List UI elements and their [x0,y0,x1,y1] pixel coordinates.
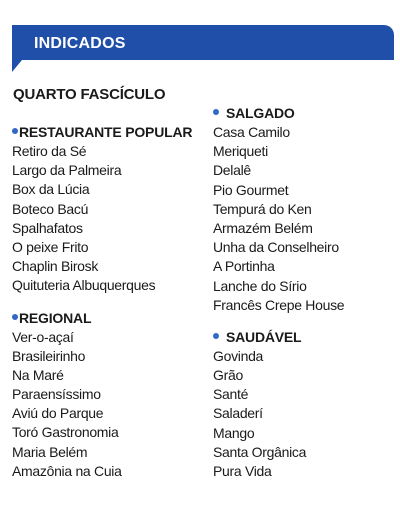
section-salgado [213,104,400,315]
list-item: Grão [213,367,243,384]
section-restaurante-popular [12,123,202,296]
list-item: Santé [213,386,249,403]
bullet-dot-icon [213,333,219,339]
section-title [12,309,202,328]
list-item: Toró Gastronomia [12,424,119,441]
list-item: Maria Belém [12,443,88,460]
list-item: Ver-o-açaí [12,328,74,345]
restaurant-list [213,123,400,315]
right-column [213,104,400,481]
list-item: Largo da Palmeira [12,162,122,179]
list-item: Lanche do Sírio [213,277,307,294]
bullet-dot-icon [12,128,18,134]
left-column [12,123,202,481]
section-title [213,104,400,123]
list-item: Govinda [213,347,264,364]
section-title-text: REGIONAL [19,309,92,326]
list-item: Delalê [213,162,251,179]
list-item: Mango [213,424,255,441]
list-item: Santa Orgânica [213,443,307,460]
list-item: Amazônia na Cuia [12,462,122,479]
list-item: Paraensíssimo [12,386,101,403]
section-title-text: SAUDÁVEL [226,328,302,345]
banner-title: INDICADOS [34,35,126,52]
list-item: Quituteria Albuquerques [12,277,156,294]
restaurant-list [12,328,202,482]
list-item: Casa Camilo [213,124,290,140]
list-item: Box da Lúcia [12,181,90,198]
restaurant-list [213,347,400,481]
section-title-text: SALGADO [226,105,295,121]
list-item: Tempurá do Ken [213,200,312,217]
list-item: Boteco Bacú [12,200,89,217]
list-item: Pio Gourmet [213,181,289,198]
list-item: Brasileirinho [12,347,86,364]
list-item: A Portinha [213,258,275,275]
list-item: Pura Vida [213,463,272,479]
bullet-dot-icon [12,314,18,320]
list-item: Armazém Belém [213,219,313,236]
header-banner-tail [12,60,22,72]
section-title [12,123,202,142]
bullet-dot-icon [213,109,219,115]
section-saudavel [213,328,400,481]
list-item: Retiro da Sé [12,143,87,159]
list-item: Meriqueti [213,143,268,160]
list-item: O peixe Frito [12,238,89,255]
section-title [213,328,400,347]
restaurant-list [12,142,202,296]
list-item: Saladerí [213,405,263,422]
list-item: Spalhafatos [12,219,83,236]
section-title-text: RESTAURANTE POPULAR [19,124,193,140]
list-item: Aviú do Parque [12,405,104,422]
list-item: Na Maré [12,366,64,383]
list-item: Chaplin Birosk [12,258,99,275]
section-regional [12,309,202,482]
list-item: Unha da Conselheiro [213,239,339,256]
list-item: Francês Crepe House [213,296,345,313]
page-subtitle: QUARTO FASCÍCULO [13,86,166,103]
